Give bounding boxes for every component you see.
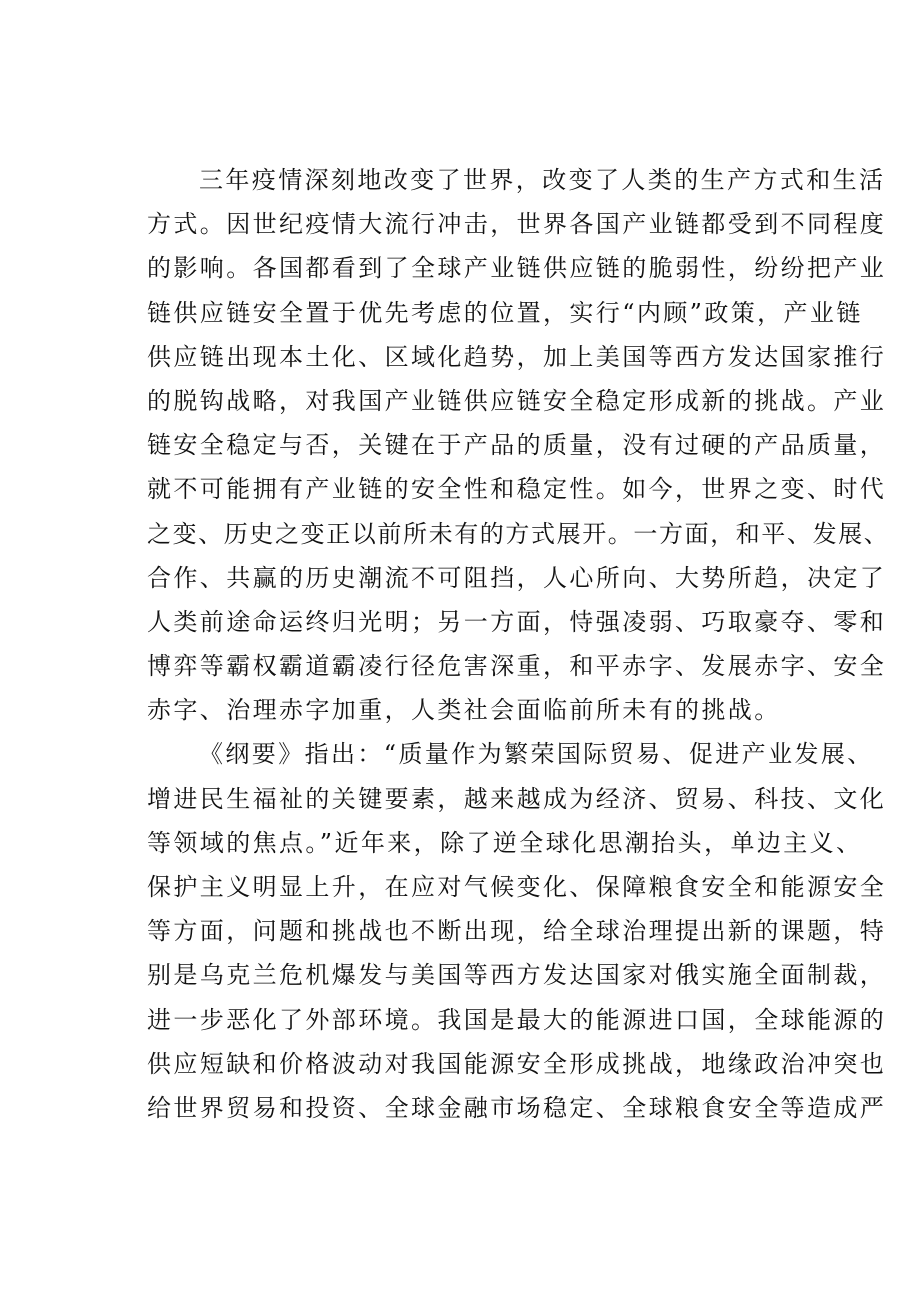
paragraph-line: 之变、历史之变正以前所未有的方式展开。一方面，和平、发展、 <box>147 519 890 548</box>
paragraph-line: 等领域的焦点。”近年来，除了逆全球化思潮抬头，单边主义、 <box>147 828 863 857</box>
paragraph-line: 的脱钩战略，对我国产业链供应链安全稳定形成新的挑战。产业 <box>147 386 887 415</box>
paragraph-line: 就不可能拥有产业链的安全性和稳定性。如今，世界之变、时代 <box>147 475 887 504</box>
paragraph-line: 供应短缺和价格波动对我国能源安全形成挑战，地缘政治冲突也 <box>147 1049 887 1078</box>
paragraph-line: 赤字、治理赤字加重，人类社会面临前所未有的挑战。 <box>147 696 781 725</box>
paragraph-line: 合作、共赢的历史潮流不可阻挡，人心所向、大势所趋，决定了 <box>147 563 887 592</box>
paragraph-line: 博弈等霸权霸道霸凌行径危害深重，和平赤字、发展赤字、安全 <box>147 652 887 681</box>
paragraph-line: 增进民生福祉的关键要素，越来越成为经济、贸易、科技、文化 <box>147 784 887 813</box>
paragraph-line: 三年疫情深刻地改变了世界，改变了人类的生产方式和生活 <box>199 166 886 194</box>
paragraph-line: 链安全稳定与否，关键在于产品的质量，没有过硬的产品质量， <box>147 431 887 460</box>
paragraph-line: 方式。因世纪疫情大流行冲击，世界各国产业链都受到不同程度 <box>147 210 887 239</box>
paragraph-line: 别是乌克兰危机爆发与美国等西方发达国家对俄实施全面制裁， <box>147 961 887 990</box>
paragraph-line: 等方面，问题和挑战也不断出现，给全球治理提出新的课题，特 <box>147 917 887 946</box>
paragraph-line: 链供应链安全置于优先考虑的位置，实行“内顾”政策，产业链 <box>147 298 863 327</box>
paragraph-line: 进一步恶化了外部环境。我国是最大的能源进口国，全球能源的 <box>147 1005 887 1034</box>
paragraph-line: 供应链出现本土化、区域化趋势，加上美国等西方发达国家推行 <box>147 342 887 371</box>
paragraph-1 <box>147 158 890 732</box>
paragraph-line: 人类前途命运终归光明；另一方面，恃强凌弱、巧取豪夺、零和 <box>147 607 887 636</box>
paragraph-line: 的影响。各国都看到了全球产业链供应链的脆弱性，纷纷把产业 <box>147 254 887 283</box>
paragraph-line: 《纲要》指出：“质量作为繁荣国际贸易、促进产业发展、 <box>199 740 874 769</box>
paragraph-line: 保护主义明显上升，在应对气候变化、保障粮食安全和能源安全 <box>147 873 887 901</box>
paragraph-2 <box>147 732 887 1130</box>
document-body <box>147 158 890 1130</box>
paragraph-line: 给世界贸易和投资、全球金融市场稳定、全球粮食安全等造成严 <box>147 1093 887 1122</box>
